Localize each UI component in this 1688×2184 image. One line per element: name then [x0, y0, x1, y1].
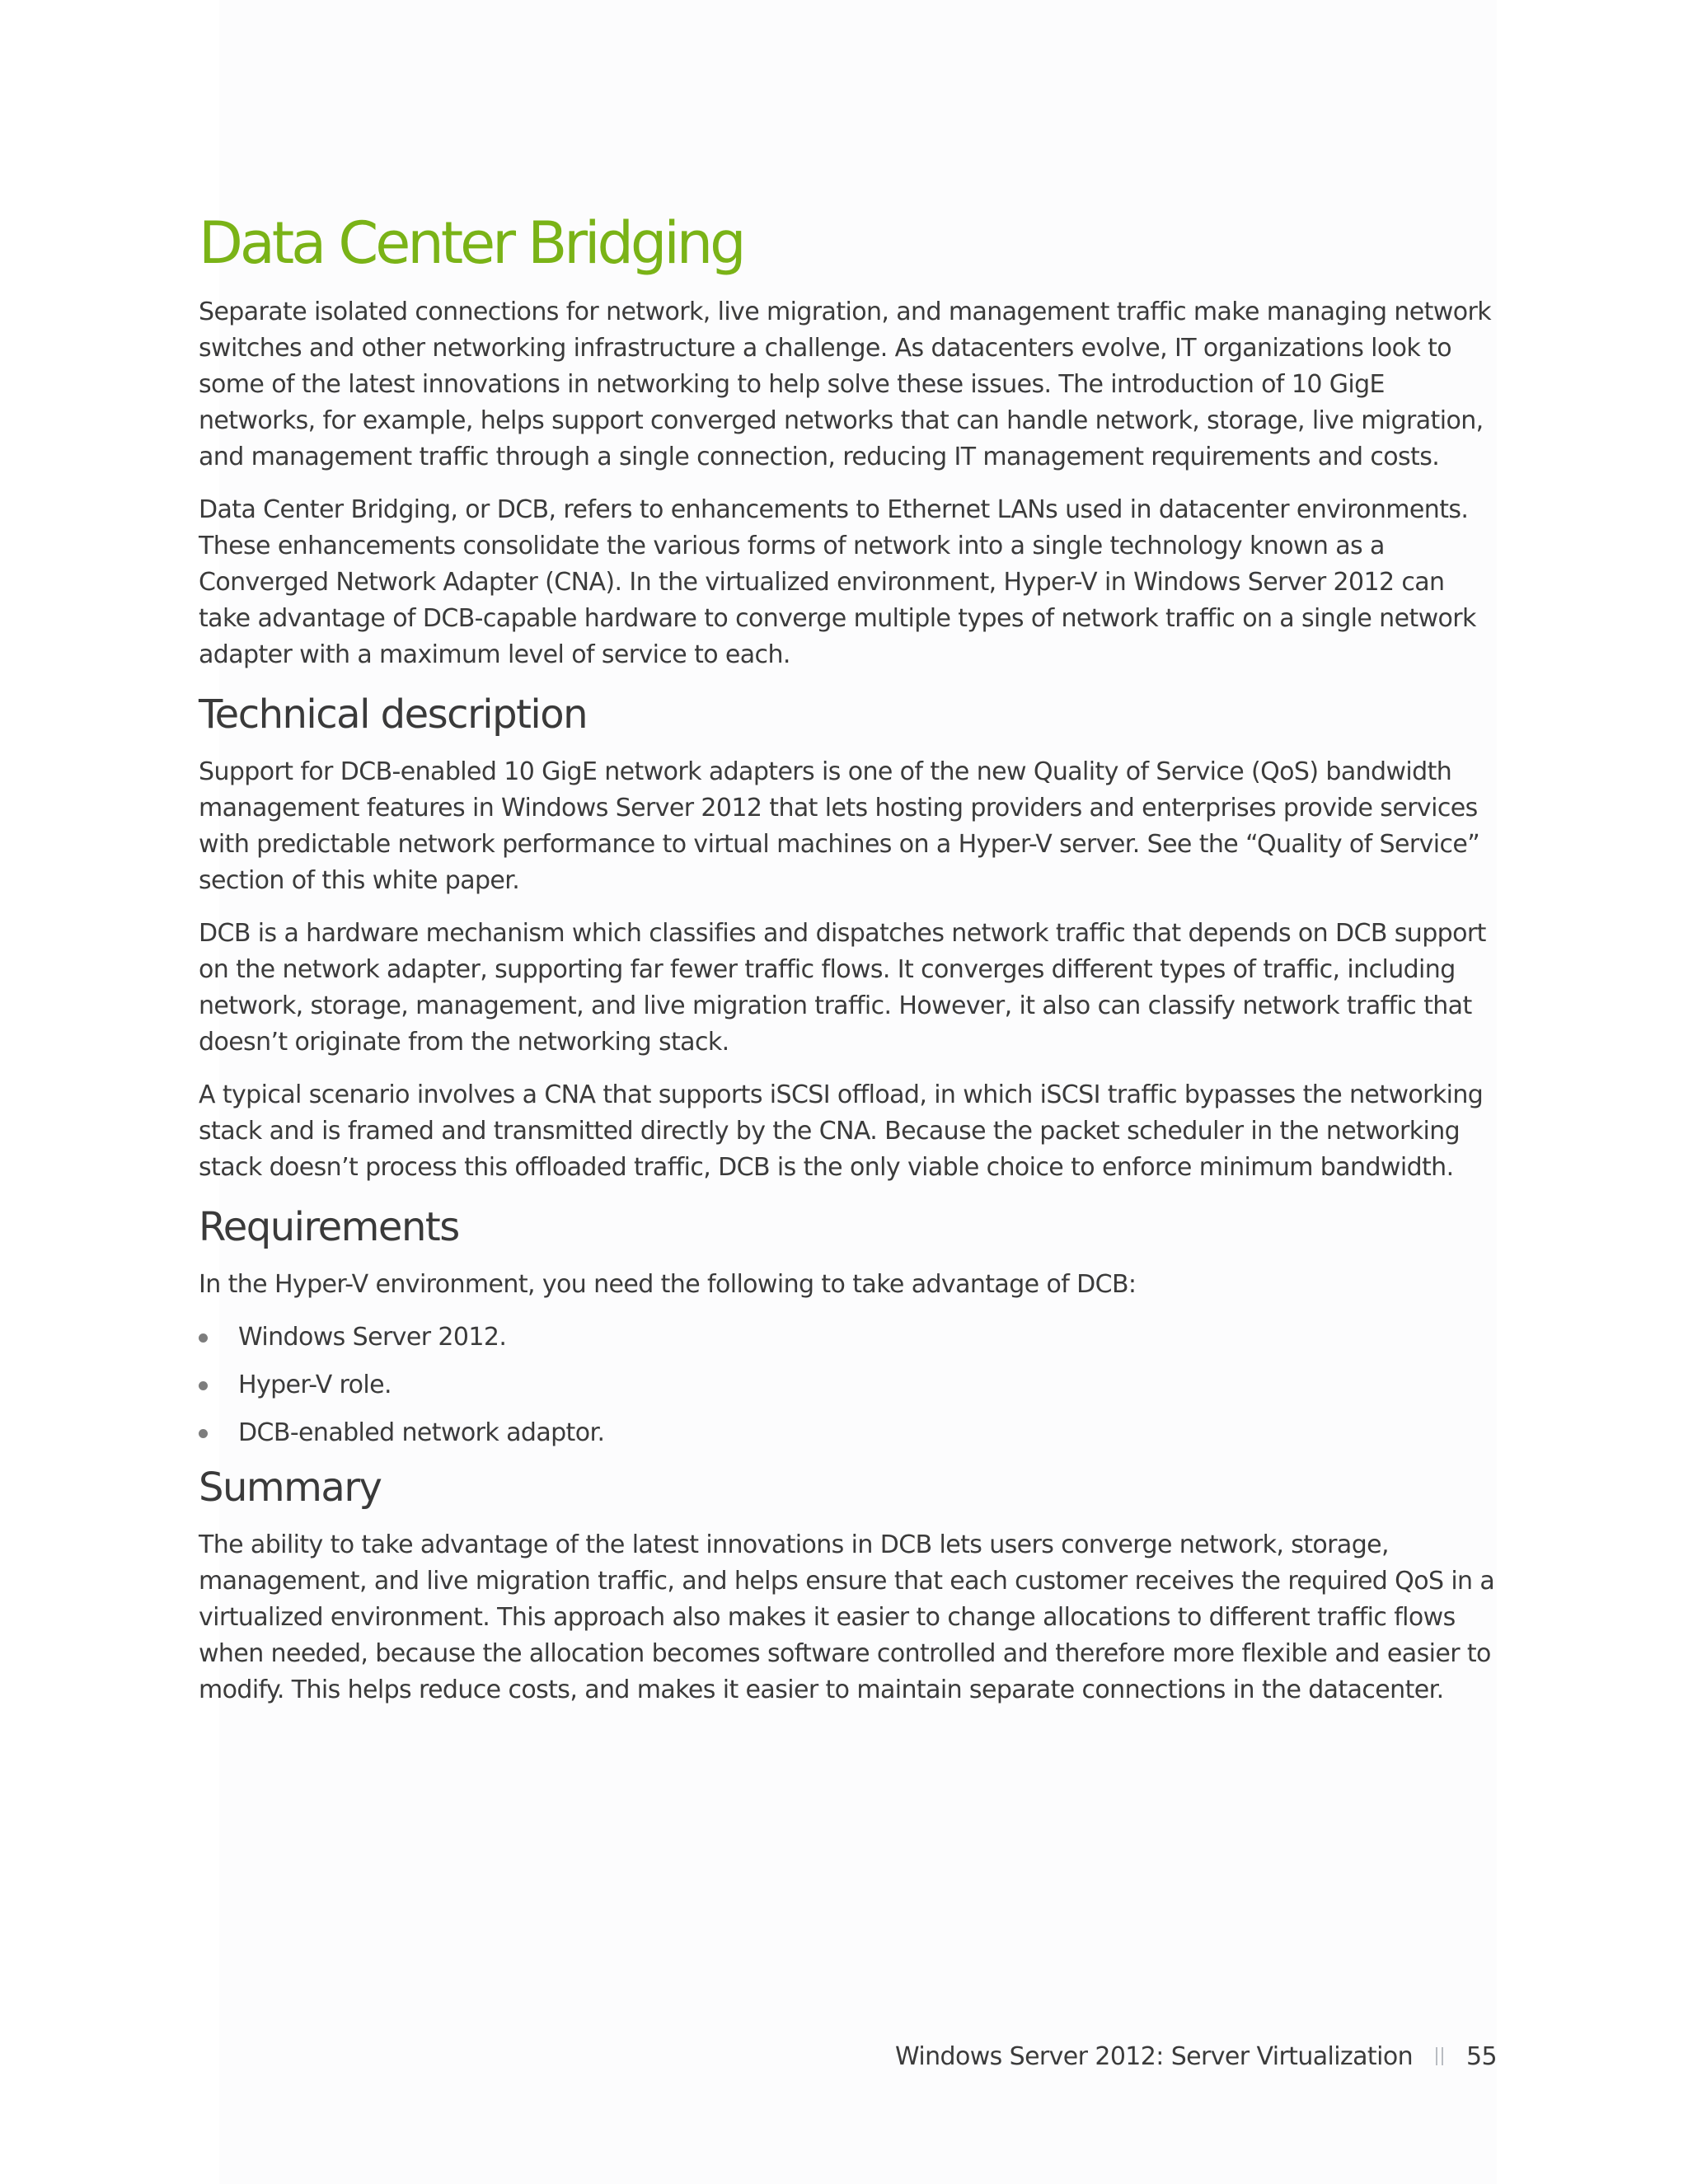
- bullet-icon: [199, 1429, 208, 1438]
- page-title: Data Center Bridging: [199, 209, 743, 277]
- requirements-intro: In the Hyper-V environment, you need the following to take advantage of DCB:: [199, 1270, 1137, 1299]
- technical-paragraph-1: Support for DCB-enabled 10 GigE network adapters is one of the new Quality of Service (QoS) bandwidth management features in Windows Server 2012 that lets hosting providers and enterprises provide services with predictable network performance to virtual machines on a Hyper-V server. See the “Quality of Service” section of this white paper.: [199, 757, 1480, 895]
- summary-heading: Summary: [199, 1465, 382, 1511]
- list-item: [199, 1319, 1497, 1356]
- bullet-icon: [199, 1333, 208, 1343]
- page-number: 55: [1466, 2042, 1497, 2071]
- technical-description-heading: Technical description: [199, 691, 588, 738]
- list-item-text: Hyper-V role.: [238, 1371, 392, 1399]
- intro-paragraph-2: Data Center Bridging, or DCB, refers to enhancements to Ethernet LANs used in datacenter environments. These enhancements consolidate the various forms of network into a single technology known as a Converged Network Adapter (CNA). In the virtualized environment, Hyper-V in Windows Server 2012 can take advantage of DCB-capable hardware to converge multiple types of network traffic on a single network adapter with a maximum level of service to each.: [199, 495, 1476, 669]
- list-item: [199, 1415, 1497, 1451]
- intro-paragraph-1: Separate isolated connections for network, live migration, and management traffic make managing network switches and other networking infrastructure a challenge. As datacenters evolve, IT organizations look to some of the latest innovations in networking to help solve these issues. The introduction of 10 GigE networks, for example, helps support converged networks that can handle network, storage, live migration, and management traffic through a single connection, reducing IT management requirements and costs.: [199, 298, 1492, 471]
- document-page: [199, 210, 1497, 1725]
- page-footer: [895, 2041, 1497, 2074]
- list-item-text: DCB-enabled network adaptor.: [238, 1418, 605, 1447]
- list-item: [199, 1367, 1497, 1404]
- summary-paragraph: The ability to take advantage of the latest innovations in DCB lets users converge network, storage, management, and live migration traffic, and helps ensure that each customer receives the required QoS in a virtualized environment. This approach also makes it easier to change allocations to different traffic flows when needed, because the allocation becomes software controlled and therefore more flexible and easier to modify. This helps reduce costs, and makes it easier to maintain separate connections in the datacenter.: [199, 1530, 1495, 1704]
- requirements-list: [199, 1319, 1497, 1451]
- footer-document-title: Windows Server 2012: Server Virtualization: [894, 2042, 1414, 2071]
- technical-paragraph-3: A typical scenario involves a CNA that supports iSCSI offload, in which iSCSI traffic bypasses the networking stack and is framed and transmitted directly by the CNA. Because the packet scheduler in the networking stack doesn’t process this offloaded traffic, DCB is the only viable choice to enforce minimum bandwidth.: [199, 1080, 1484, 1182]
- technical-paragraph-2: DCB is a hardware mechanism which classifies and dispatches network traffic that depends on DCB support on the network adapter, supporting far fewer traffic flows. It converges different types of traffic, including network, storage, management, and live migration traffic. However, it also can classify network traffic that doesn’t originate from the networking stack.: [199, 919, 1486, 1057]
- list-item-text: Windows Server 2012.: [238, 1323, 507, 1352]
- footer-separator: [1436, 2047, 1443, 2065]
- requirements-heading: Requirements: [199, 1204, 459, 1250]
- bullet-icon: [199, 1381, 208, 1390]
